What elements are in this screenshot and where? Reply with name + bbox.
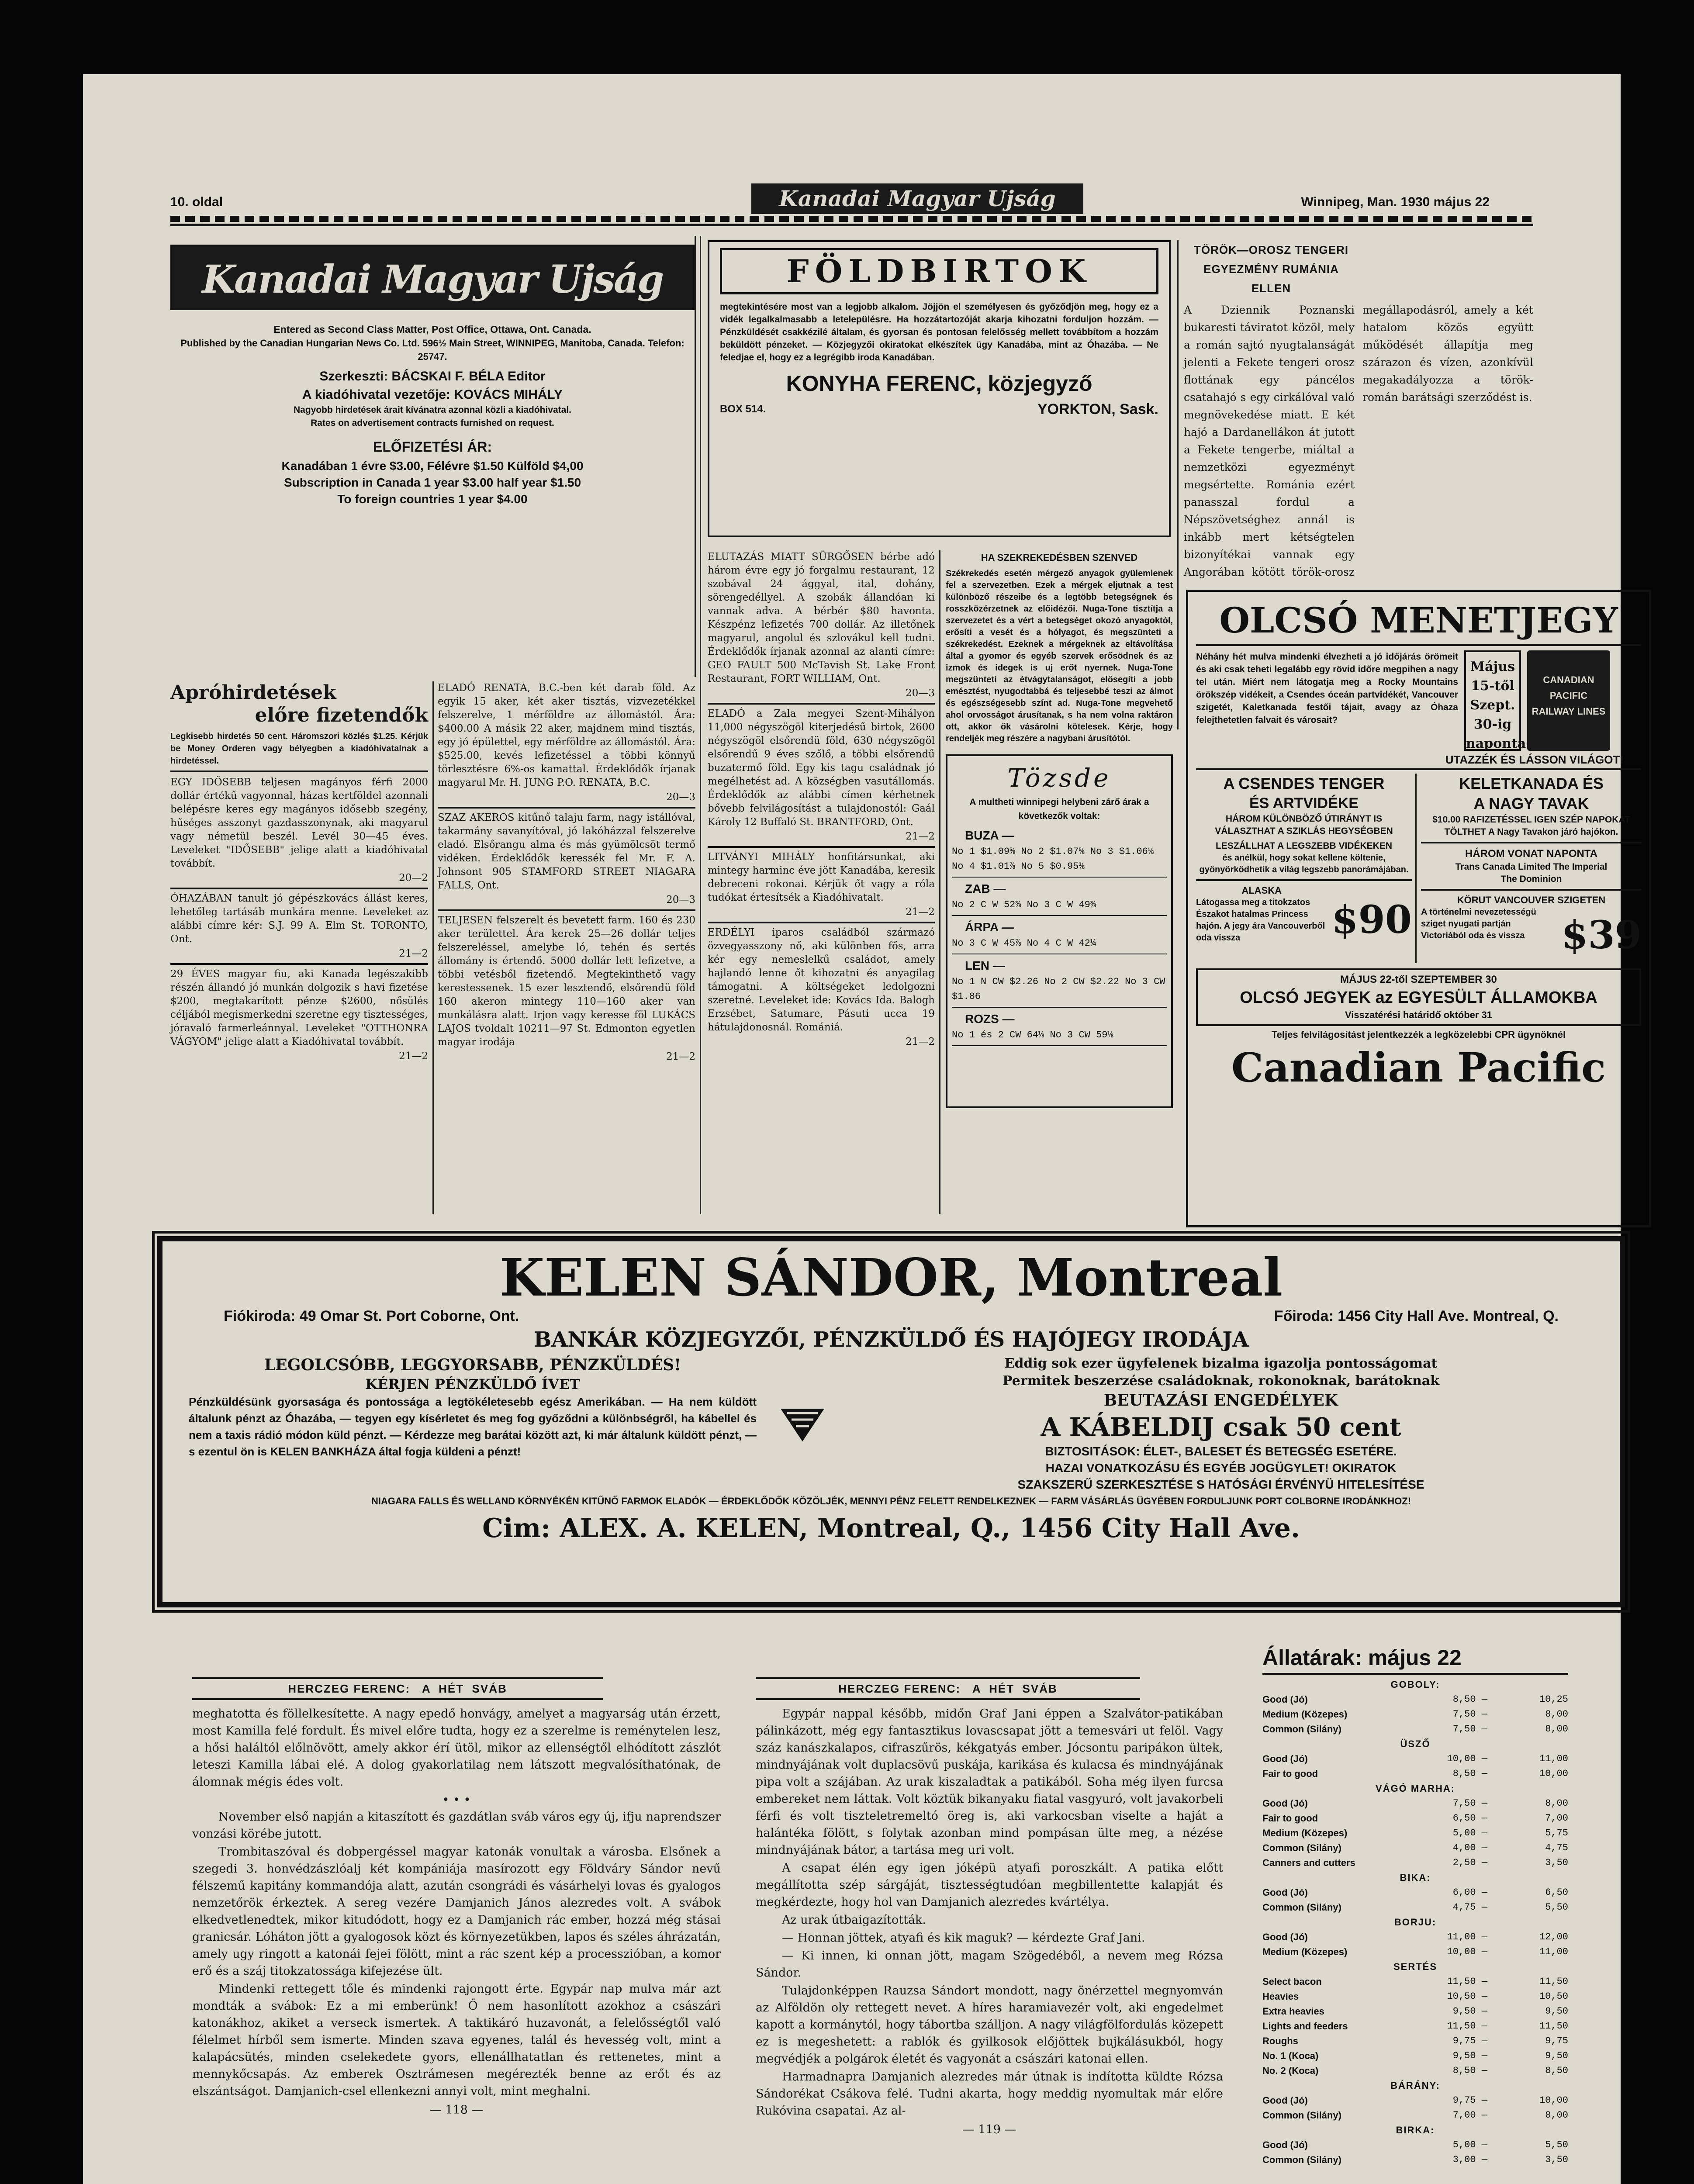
livestock-grade: Fair to good — [1262, 1768, 1318, 1779]
livestock-high: 11,00 — [1539, 1946, 1568, 1957]
story-head: HERCZEG FERENC: A HÉT SVÁB — [192, 1677, 603, 1700]
livestock-low: 2,50 — — [1452, 1857, 1487, 1868]
szenved-title: HA SZEKREKEDÉSBEN SZENVED — [981, 552, 1138, 563]
livestock-low: 7,50 — — [1452, 1709, 1487, 1720]
pacific-text-3: és anélkül, hogy sokat kellene költenie, gyönyörködhetik a világ legszebb panorámájában. — [1199, 853, 1409, 874]
story-page-119 — [712, 1634, 1236, 2184]
date-box: Május 15-től Szept. 30-ig naponta — [1464, 650, 1521, 751]
divider — [1421, 889, 1642, 891]
story-paragraph: — Ki innen, ki onnan jött, magam Szögedéből, a nevem meg Rózsa Sándor. — [756, 1949, 1223, 1980]
livestock-low: 10,00 — — [1447, 1946, 1487, 1957]
kelen-right — [848, 1355, 1594, 1493]
kelen-title: KELEN SÁNDOR, Montreal — [499, 1247, 1283, 1308]
classified-ad: ÓHAZÁBAN tanult jó gépészkovács állást keres, lehetőleg tartásáb munkára menne. Leveleket az alábbi címre kér: S.J. 99 A. Elm St. TORONTO, Ont. — [170, 893, 428, 945]
livestock-grade: Lights and feeders — [1262, 2021, 1348, 2032]
livestock-low: 8,50 — — [1452, 1694, 1487, 1705]
alaska-title: ALASKA — [1241, 885, 1282, 896]
konyha-box: BOX 514. — [720, 403, 766, 415]
menetjegy-intro — [1196, 650, 1641, 751]
subscription-line-3: To foreign countries 1 year $4.00 — [337, 492, 528, 506]
classifieds-column — [170, 681, 428, 1214]
manager-line: A kiadóhivatal vezetője: KOVÁCS MIHÁLY — [302, 387, 563, 402]
livestock-low: 11,50 — — [1447, 2021, 1487, 2032]
east-text: $10.00 RAFIZETÉSSEL IGEN SZÉP NAPOKAT TÖLTHET A Nagy Tavakon járó hajókon. — [1432, 815, 1630, 837]
subscription-line-2: Subscription in Canada 1 year $3.00 half year $1.50 — [283, 476, 581, 489]
szenved-text: Székrekedés esetén mérgező anyagok gyülemlenek fel a szervezetben. Ezek a mérgek eljutnak a test különböző részeibe és a legtöbb betegségnek és rosszközérzetnek az előidézői. Nuga-Tone tisztítja a szervezetet és a vért a betegséget okozó anyagoktól, erősíti a vesét és a hólyagot, és megszünteti a székrekedést. Ezeknek a mérgeknek az eltávolítása által a gyomor és egyéb szervek erősödnek és az izmok és idegek is uj erőt nyernek. Nuga-Tone megszünteti az étvágytalanságot, elősegíti a jobb emésztést, nyugodtabbá és teljesebbé teszi az álmot és egészségesebb színt ad. Nuga-Tone megvehető ahol orvosságot árusítanak, s ha nem volna raktáron ott, akkor ők vásárolni kötelesek. Kérje, hogy rendeljék meg részére a nagybani árusítótól. — [946, 569, 1173, 743]
kelen-address: Cim: ALEX. A. KELEN, Montreal, Q., 1456 City Hall Ave. — [482, 1513, 1300, 1544]
livestock-row — [1262, 1885, 1568, 1900]
column-rule — [695, 236, 696, 677]
livestock-low: 5,00 — — [1452, 2139, 1487, 2150]
livestock-high: 5,75 — [1545, 1828, 1568, 1838]
livestock-grade: Common (Silány) — [1262, 1842, 1341, 1853]
published-line: Published by the Canadian Hungarian News Co. Ltd. 596½ Main Street, WINNIPEG, Manitoba, Canada. Telefon: 25747. — [180, 338, 685, 362]
story-head: HERCZEG FERENC: A HÉT SVÁB — [756, 1677, 1140, 1700]
col4 — [946, 550, 1173, 1214]
us-dates: MÁJUS 22-től SZEPTEMBER 30 — [1340, 974, 1497, 985]
us-return: Visszatérési határidő október 31 — [1345, 1009, 1493, 1020]
livestock-row — [1262, 1707, 1568, 1722]
kelen-legal: HAZAI VONATKOZÁSU ÉS EGYÉB JOGÜGYLET! OKIRATOK — [1045, 1461, 1397, 1475]
livestock-grade: Good (Jó) — [1262, 1932, 1308, 1942]
livestock-grade: Good (Jó) — [1262, 1694, 1308, 1705]
livestock-low: 11,50 — — [1447, 1976, 1487, 1987]
top-masthead: Kanadai Magyar Ujság — [751, 183, 1083, 214]
livestock-category: BIRKA: — [1396, 2125, 1435, 2136]
livestock-row — [1262, 1856, 1568, 1870]
story-paragraph: Tulajdonképpen Rauzsa Sándort mondott, nagy önérzettel megnyomván az Alföldön oly rettegett nevet. A híres haramiavezér volt, aki engedelmet kapott a kormánytól, hogy tábortba szálljon. A nagy világfölfordulás közepett ez is megeshetett: a rablók és gyilkosok előjöttek bujkálásukból, hogy megvédjék a polgárok életét és vagyonát a császári katonai ellen. — [756, 1984, 1223, 2066]
note-line: Nagyobb hirdetések árait kívánatra azonnal közli a kiadóhivatal. — [293, 405, 572, 415]
livestock-grade: Common (Silány) — [1262, 2110, 1341, 2121]
livestock-low: 7,00 — — [1452, 2110, 1487, 2121]
livestock-low: 9,75 — — [1452, 2095, 1487, 2106]
livestock-high: 11,00 — [1539, 1753, 1568, 1764]
divider — [708, 846, 935, 848]
livestock-low: 6,50 — — [1452, 1813, 1487, 1824]
masthead-title: Kanadai Magyar Ujság — [170, 245, 695, 310]
kelen-insurance: BIZTOSITÁSOK: ÉLET-, BALESET ÉS BETEGSÉG ESETÉRE. — [1045, 1444, 1397, 1458]
livestock-low: 7,50 — — [1452, 1724, 1487, 1735]
livestock-row — [1262, 1930, 1568, 1945]
livestock-row — [1262, 1752, 1568, 1766]
divider — [438, 909, 695, 911]
rates-line: Rates on advertisement contracts furnished on request. — [311, 418, 554, 428]
livestock-low: 4,00 — — [1452, 1842, 1487, 1853]
story-paragraph: Egypár nappal később, midőn Graf Jani éppen a Szalvátor-patikában pálinkázott, még egy fantasztikus lovascsapat jött a temesvári ut felöl. Vagy száz kanászkalapos, cifraszűrös, kékgatyás ember. Jócsontu paripákon ültek, mindnyájának volt duplacsövű puskája, karikása és kulacsa és mindnyájának pipa volt a szájában. Az urak kiszaladtak a patikából. Soha még ilyen furcsa embereket nem láttak. Volt köztük bikanyaku fiatal vasgyuró, volt javakorbeli férfi és volt tiszteletremeltó öreg is, aki varkocsban viselte a haját a halántéka fölött, s folytak azonban mind pompásan ülte meg, a nézése mindnyájának bátor, a tartása meg uri volt. — [756, 1707, 1223, 1857]
livestock-high: 5,50 — [1545, 1902, 1568, 1913]
ad-ref: 21—2 — [906, 906, 935, 918]
kelen-bank: BANKÁR KÖZJEGYZŐI, PÉNZKÜLDŐ ÉS HAJÓJEGY IRODÁJA — [533, 1327, 1249, 1352]
column-rule — [432, 681, 434, 1214]
separator-stars: • • • — [442, 1793, 471, 1807]
livestock-high: 6,50 — [1545, 1887, 1568, 1898]
pacific-text-2: LESZÁLLHAT A LEGSZEBB VIDÉKEKEN — [1215, 841, 1393, 851]
classifieds-title-2: előre fizetendők — [255, 704, 428, 726]
land-ad: ELADÓ RENATA, B.C.-ben két darab föld. Az egyik 15 aker, két aker tisztás, vizvezetékkel felszerelve, 1 mérföldre az állomástól. Ára: $400.00 A másik 22 aker, majdnem mind tisztás, egy jó épülettel, egy mérföldre az állomástól. Ára: $525.00, kevés lefizetéssel a többi könnyű törlesztésre 6%-os kamattal. Érdeklődők írjanak magyarul Mr. H. JUNG P.O. RENATA, B.C. — [438, 682, 695, 788]
newspaper-page — [83, 74, 1642, 2184]
divider — [1196, 879, 1412, 881]
classified-ad: 29 ÉVES magyar fiu, aki Kanada legészakibb részén állandó jó munkán dolgozik s havi fizetése $200, megtakarított pénze $2600, nősülés céljából megismerkedni szeretne egy tisztességes, jóravaló farmerleánnyal. Leveleket "OTTHONRA VÁGYOM" jelige alatt a Kiadóhivatal továbbít. — [170, 968, 428, 1047]
land-ad: SZAZ AKEROS kitűnő talaju farm, nagy istállóval, takarmány savanyítóval, jó lakóházzal felszerelve eladó. Elsőrangu alma és más gyümölcsöt termő vidéken. Érdeklődők keressék fel Mr. F. A. Johnsont 905 STAMFORD STREET NIAGARA FALLS, Ont. — [438, 812, 695, 891]
livestock-low: 4,75 — — [1452, 1902, 1487, 1913]
kelen-ask: KÉRJEN PÉNZKÜLDŐ ÍVET — [365, 1376, 580, 1393]
cpr-ad — [1186, 590, 1651, 1227]
konyha-address — [720, 401, 1158, 418]
korut-title: KÖRUT VANCOUVER SZIGETEN — [1457, 895, 1606, 905]
livestock-grade: Roughs — [1262, 2035, 1298, 2046]
grain-name: ÁRPA — — [965, 920, 1014, 934]
livestock-low: 5,00 — — [1452, 1828, 1487, 1838]
livestock-category: BORJU: — [1394, 1917, 1437, 1928]
livestock-grade: Good (Jó) — [1262, 1798, 1308, 1809]
livestock-list — [1262, 1677, 1568, 2167]
grain-prices: No 2 C W 52⅜ No 3 C W 49⅜ — [952, 899, 1096, 910]
torok-title: TÖRÖK—OROSZ TENGERI EGYEZMÉNY RUMÁNIA ELLEN — [1193, 243, 1349, 295]
livestock-row — [1262, 1841, 1568, 1856]
livestock-high: 8,50 — [1545, 2065, 1568, 2076]
livestock-grade: Common (Silány) — [1262, 1902, 1341, 1913]
ornament-icon — [778, 1404, 826, 1444]
pacific-title-1: A CSENDES TENGER — [1223, 774, 1385, 792]
livestock-high: 3,50 — [1545, 1857, 1568, 1868]
livestock-high: 3,50 — [1545, 2154, 1568, 2165]
livestock-grade: Medium (Közepes) — [1262, 1709, 1348, 1720]
story-paragraph: meghatotta és föllelkesítette. A nagy epedő honvágy, amelyet a magyarság után érzett, most Kamilla felé fordult. És mivel előre tudta, hogy ez a szerelme is reménytelen lesz, a hősi haláltól előlnövött, amely akkor érí ütöl, mikor az ellenségtől elhódított zászlót leteszi Kamilla lábai elé. A dolog gyakorlatilag nem látszott megvalósíthatónak, de álomnak mégis édes volt. — [192, 1707, 721, 1789]
korut-offer — [1421, 906, 1642, 963]
livestock-low: 8,50 — — [1452, 2065, 1487, 2076]
livestock-high: 9,50 — [1545, 2006, 1568, 2017]
story-text — [712, 1705, 1236, 2138]
column-rule — [1177, 240, 1179, 729]
column-rule — [700, 236, 701, 1214]
kelen-cable: A KÁBELDIJ csak 50 cent — [1041, 1412, 1401, 1442]
grain-name: BUZA — — [965, 829, 1014, 842]
story-paragraph: November első napján a kitaszított és gazdátlan sváb város egy új, ifju naprendszer vonzási körébe jutott. — [192, 1810, 721, 1841]
trains-title: HÁROM VONAT NAPONTA — [1465, 848, 1598, 860]
livestock-row — [1262, 2004, 1568, 2019]
story-paragraph: A csapat élén egy igen jóképü atyafi poroszkált. A patika előtt megállította szép sárgáját, tisztességtudóan megbillentette kalapját és megkérdezte, hogy hol van Damjanich alezredes kvártélya. — [756, 1861, 1223, 1909]
kelen-trust: Eddig sok ezer ügyfelenek bizalma igazolja pontosságomat — [1004, 1356, 1438, 1371]
livestock-row — [1262, 2019, 1568, 2034]
east-title-2: A NAGY TAVAK — [1473, 795, 1589, 812]
livestock-high: 10,25 — [1539, 1694, 1568, 1705]
header-rule — [170, 214, 1533, 229]
livestock-grade: Extra heavies — [1262, 2006, 1324, 2017]
livestock-row — [1262, 2108, 1568, 2123]
foldbirtok-title: FÖLDBIRTOK — [720, 248, 1158, 294]
divider — [1196, 768, 1641, 770]
grain-prices: No 3 C W 45⅞ No 4 C W 42¼ — [952, 938, 1096, 949]
livestock-row — [1262, 1796, 1568, 1811]
livestock-grade: Medium (Közepes) — [1262, 1828, 1348, 1838]
divider — [170, 963, 428, 965]
kelen-permits: Permitek beszerzése családoknak, rokonoknak, barátoknak — [1002, 1373, 1439, 1389]
menetjegy-text: Néhány hét mulva mindenki élvezheti a jó időjárás örömeit és aki csak teheti legalább egy rövid időre megpihen a nagy tel után. Miért nem látogatja meg a Rocky Mountains örökszép vidékeit, a Csendes óceán partvidékét, Vancouver szigetét, Kaletkanada festői tájait, avagy az Óhaza felejthetetlen falvait és városait? — [1196, 652, 1458, 725]
subscription-line-1: Kanadában 1 évre $3.00, Félévre $1.50 Külföld $4,00 — [281, 459, 584, 473]
livestock-low: 11,00 — — [1447, 1932, 1487, 1942]
livestock-high: 8,00 — [1545, 2110, 1568, 2121]
kelen-main: Főiroda: 1456 City Hall Ave. Montreal, Q. — [1274, 1308, 1559, 1324]
editor-line: Szerkeszti: BÁCSKAI F. BÉLA Editor — [319, 369, 546, 384]
ad-ref: 20—2 — [399, 872, 428, 884]
korut-text: A történelmi nevezetességü sziget nyugati partján Victoriából oda és vissza — [1421, 907, 1536, 940]
tozsde-title: Tözsde — [1007, 763, 1111, 793]
torok-article — [1184, 240, 1533, 581]
east-title-1: KELETKANADA ÉS — [1459, 774, 1604, 792]
livestock-grade: Select bacon — [1262, 1976, 1322, 1987]
konyha-name: KONYHA FERENC, közjegyző — [786, 371, 1092, 396]
divider — [1421, 842, 1642, 843]
livestock-row — [1262, 1811, 1568, 1826]
ads-column-3 — [708, 550, 935, 1214]
story-page-number: — 118 — — [429, 2103, 484, 2117]
livestock-high: 10,00 — [1539, 1768, 1568, 1779]
livestock-row — [1262, 1722, 1568, 1737]
livestock-grade: No. 2 (Koca) — [1262, 2065, 1319, 2076]
livestock-grade: Good (Jó) — [1262, 2139, 1308, 2150]
cpr-offers — [1196, 774, 1641, 963]
kelen-left — [189, 1355, 757, 1493]
divider — [952, 1045, 1167, 1046]
story-paragraph: Az urak útbaigazították. — [782, 1913, 926, 1927]
menetjegy-title: OLCSÓ MENETJEGY — [1196, 596, 1641, 646]
grain-name: ROZS — — [965, 1012, 1015, 1026]
grain-prices: No 1 $1.09⅝ No 2 $1.07⅝ No 3 $1.06⅛ No 4 $1.01⅞ No 5 $0.95⅜ — [952, 846, 1154, 872]
livestock-high: 9,50 — [1545, 2050, 1568, 2061]
tozsde-box — [946, 754, 1173, 1108]
livestock-grade: Good (Jó) — [1262, 2095, 1308, 2106]
livestock-low: 7,50 — — [1452, 1798, 1487, 1809]
issue-date: Winnipeg, Man. 1930 május 22 — [1301, 195, 1490, 209]
page-number: 10. oldal — [170, 195, 223, 209]
livestock-row — [1262, 1945, 1568, 1959]
livestock-category: GOBOLY: — [1390, 1679, 1440, 1690]
classified-ad: ERDÉLYI iparos családból származó özvegyasszony nő, aki különben fős, arra kér egy nemeslelkű családot, amely hajlandó lenne őt kihozatni és anyagilag támogatni. A költségeket ledolgozni szeretné. Leveleket ide: Kovács Ida. Balogh Erzsébet, Satumare, Pásuti ucca 19 hátulajdonosnál. Romániá. — [708, 927, 935, 1033]
livestock-grade: Common (Silány) — [1262, 2154, 1341, 2165]
livestock-low: 10,50 — — [1447, 1991, 1487, 2002]
classified-ad: ELUTAZÁS MIATT SÜRGŐSEN bérbe adó három évre egy jó forgalmu restaurant, 12 szobával 24 ággyal, ital, dohány, sörengedéllyel. A szobák állandóan ki vannak adva. A bérbér $80 havonta. Készpénz lefizetés 700 dollár. Az illetőnek magyarul, angolul és szlovákul kell tudni. Érdeklődők írjanak azonnal az alanti címre: GEO FAULT 500 McTavish St. Lake Front Restaurant, FORT WILLIAM, Ont. — [708, 551, 935, 684]
grain-name: LEN — — [965, 959, 1005, 972]
livestock-high: 9,75 — [1545, 2035, 1568, 2046]
livestock-row — [1262, 1826, 1568, 1841]
livestock-title: Állatárak: május 22 — [1262, 1645, 1462, 1670]
livestock-grade: Common (Silány) — [1262, 1724, 1341, 1735]
tozsde-subtitle: A multheti winnipegi helybeni zárő árak a következők voltak: — [969, 797, 1149, 821]
ad-ref: 21—2 — [399, 948, 428, 959]
livestock-high: 8,00 — [1545, 1724, 1568, 1735]
foldbirtok-text: megtekintésére most van a legjobb alkalom. Jöjjön el személyesen és győződjön meg, hogy ez a vidék legalkalmasabb a letelepülésre. Ha hozzátartozóját akarja kihozatni forduljon hozzám. — Pénzküldését csakkézilé általam, és gyorsan és pontosan felelősség mellett továbbítom a hozzám beküldött pénzeket. — Közjegyzői okiratokat elkészítek ügy Kanadába, mint az Óhazába. — Ne feledjae el, hogy ez a legrégibb iroda Kanadában. — [720, 302, 1158, 363]
kelen-entry: BEUTAZÁSI ENGEDÉLYEK — [1103, 1391, 1338, 1410]
story-paragraph: Harmadnapra Damjanich alezredes már útnak is indította küldte Rózsa Sándorékat Csákova felé. Tudni akarta, hogy meddig nyomultak már előre Rukóvina csapatai. Az al- — [756, 2070, 1223, 2118]
us-tickets-box — [1196, 968, 1641, 1026]
livestock-high: 10,50 — [1539, 1991, 1568, 2002]
divider — [952, 915, 1167, 916]
cpr-logo: CANADIAN PACIFIC RAILWAY LINES — [1527, 650, 1610, 751]
alaska-text: Látogassa meg a titokzatos Északot hatalmas Princess hajón. A jegy ára Vancouverből oda vissza — [1196, 898, 1325, 943]
masthead-box — [170, 236, 695, 677]
kelen-text: Pénzküldésünk gyorsasága és pontossága a legtökéletesebb egész Amerikában. — Ha nem küldött általunk pénzt az Óhazába, — tegyen egy kísérletet és meg fog győződni a különbségről, ha kábellel és nem a taxis rádió módon küld pénzt. — Kérdezze meg barátai között azt, ki már általunk küldött pénzt, — s ezentul ön is KELEN BANKHÁZA által fogja küldeni a pénzt! — [189, 1395, 757, 1458]
land-ad: TELJESEN felszerelt és bevetett farm. 160 és 230 aker területtel. Ára kerek 25—26 dollár teljes felszereléssel, amelybe ló, tehén és sertés állomány is értendő. 5000 dollár lett lefizetve, a többi vetésből fizetendő. Megtekinthető vagy kerestessenek. 15 ezer lesztendő, elsőrendü föld 160 akeron mintegy 110—160 aker van munkálásra alatt. Irjon vagy keresse föl LUKÁCS LAJOS tvoldalt 10211—97 St. Edmonton egyetlen magyar irodája — [438, 915, 695, 1048]
entered-line: Entered as Second Class Matter, Post Office, Ottawa, Ont. Canada. — [273, 324, 591, 335]
classified-ad: LITVÁNYI MIHÁLY honfitársunkat, aki mintegy harminc éve jött Kanadába, keresik debreceni rokonai. Kérjük őt vagy a róla tudókat értesítsék a Kiadóhivatalt. — [708, 851, 935, 903]
classifieds-title-1: Apróhirdetések — [170, 681, 336, 704]
grain-prices: No 1 N CW $2.26 No 2 CW $2.22 No 3 CW $1.86 — [952, 976, 1165, 1002]
livestock-high: 4,75 — [1545, 1842, 1568, 1853]
livestock-high: 11,50 — [1539, 1976, 1568, 1987]
livestock-row — [1262, 1766, 1568, 1781]
divider — [952, 877, 1167, 878]
kelen-cheapest: LEGOLCSÓBB, LEGGYORSABB, PÉNZKÜLDÉS! — [264, 1356, 681, 1374]
livestock-high: 5,50 — [1545, 2139, 1568, 2150]
livestock-high: 7,00 — [1545, 1813, 1568, 1824]
livestock-grade: Good (Jó) — [1262, 1753, 1308, 1764]
livestock-category: BIKA: — [1400, 1872, 1431, 1883]
east-offer — [1421, 774, 1642, 963]
divider — [708, 703, 935, 705]
story-page-number: — 119 — — [962, 2123, 1016, 2136]
story-paragraph: — Honnan jöttek, atyafi és kik maguk? — kérdezte Graf Jani. — [782, 1931, 1145, 1945]
grain-list — [947, 823, 1171, 1052]
livestock-low: 10,00 — — [1447, 1753, 1487, 1764]
livestock-category: BÁRÁNY: — [1390, 2080, 1440, 2091]
livestock-row — [1262, 1692, 1568, 1707]
ad-ref: 21—2 — [906, 831, 935, 842]
ad-ref: 20—3 — [666, 894, 695, 905]
livestock-high: 10,00 — [1539, 2095, 1568, 2106]
subscription-title: ELŐFIZETÉSI ÁR: — [373, 439, 492, 455]
alaska-offer — [1196, 885, 1412, 954]
livestock-high: 8,00 — [1545, 1798, 1568, 1809]
livestock-low: 9,75 — — [1452, 2035, 1487, 2046]
ad-ref: 20—3 — [666, 791, 695, 803]
cpr-info: Teljes felvilágosítást jelentkezzék a legközelebbi CPR ügynöknél — [1271, 1029, 1566, 1040]
livestock-row — [1262, 1989, 1568, 2004]
classifieds-intro: Legkisebb hirdetés 50 cent. Háromszori közlés $1.25. Kérjük be Money Orderen vagy bélyegben a kiadóhivatalnak a hirdetéssel. — [170, 732, 428, 766]
divider — [708, 922, 935, 923]
menetjegy-cta: UTAZZÉK ÉS LÁSSON VILÁGOT! — [1445, 753, 1624, 766]
trains-list: Trans Canada Limited The Imperial The Dominion — [1455, 862, 1608, 884]
grain-name: ZAB — — [965, 882, 1006, 895]
livestock-prices — [1262, 1642, 1568, 2184]
livestock-category: ÜSZŐ — [1400, 1738, 1431, 1749]
ad-ref: 21—2 — [666, 1051, 695, 1062]
story-text — [144, 1705, 738, 2118]
kelen-ad — [157, 1236, 1625, 1607]
divider — [170, 771, 428, 772]
divider — [952, 1007, 1167, 1008]
kelen-body — [189, 1355, 1594, 1493]
ad-ref: 20—3 — [906, 688, 935, 699]
column-rule — [939, 550, 940, 1214]
kelen-offices — [189, 1306, 1594, 1326]
kelen-notary: SZAKSZERŰ SZERKESZTÉSE S HATÓSÁGI ÉRVÉNYÜ HITELESÍTÉSE — [1017, 1478, 1424, 1491]
livestock-low: 9,50 — — [1452, 2050, 1487, 2061]
livestock-grade: Heavies — [1262, 1991, 1299, 2002]
alaska-copy — [1196, 885, 1327, 954]
livestock-row — [1262, 2153, 1568, 2167]
livestock-row — [1262, 1974, 1568, 1989]
land-ads-column — [438, 681, 695, 1214]
livestock-grade: No. 1 (Koca) — [1262, 2050, 1319, 2061]
livestock-row — [1262, 2138, 1568, 2153]
ad-ref: 21—2 — [399, 1051, 428, 1062]
livestock-row — [1262, 1900, 1568, 1915]
pacific-title-2: ÉS ARTVIDÉKE — [1249, 795, 1359, 812]
konyha-city: YORKTON, Sask. — [1037, 401, 1158, 418]
korut-price: $39 — [1561, 912, 1642, 957]
livestock-category: VÁGÓ MARHA: — [1375, 1783, 1455, 1794]
grain-prices: No 1 és 2 CW 64⅛ No 3 CW 59⅛ — [952, 1030, 1113, 1040]
livestock-grade: Canners and cutters — [1262, 1857, 1355, 1868]
divider — [438, 807, 695, 809]
pacific-text: HÁROM KÜLÖNBÖZŐ ÚTIRÁNYT IS VÁLASZTHAT A SZIKLÁS HEGYSÉGBEN — [1215, 814, 1393, 836]
story-paragraph: Trombitaszóval és dobpergéssel magyar katonák vonultak a városba. Elsőnek a szegedi 3. honvédzászlóalj két kompániája masírozott egy Földváry Sándor nevű félszemű kapitány kommandója alatt, azután csongrádi és vásárhelyi lovas és gyalogos nemzetőrök érkeztek. A sereg vezére Damjanich János alezredes volt. A svábok elkedvetlenedtek, mikor kitudódott, hogy ez a Damjanich rác ember, hozzá még stásai granicsár. Lóháton jött a gyalogosok közt és környezetükben, lapos és széles áhrázatán, amely ugy ringott a katonái fejei fölött, mint a rác szent kép a processzióban, a komor erő és a száj titokzatossága kifejezése ült. — [192, 1845, 721, 1978]
livestock-high: 11,50 — [1539, 2021, 1568, 2032]
classified-ad: EGY IDŐSEBB teljesen magányos férfi 2000 dollár értékű vagyonnal, házas kertföldel azonnali belépésre keres egy magányos idősebb szegény, hűséges asszonyt gazdasszonynak, aki magyarul vagy németül beszél. Levél 30—45 éves. Leveleket "IDŐSEBB" jelige alatt a kiadóhivatal továbbít. — [170, 777, 428, 869]
story-paragraph: Mindenki rettegett tőle és mindenki rajongott érte. Egypár nap mulva már azt mondták a svábok: Ez a mi emberünk! Ő nem hasonlított azokhoz a császári katonákhoz, akiket a verseck ismertek. A taktikáró huzavonát, a felelősségtől való félelmet hírből sem ismerte. Minden szava egyenes, talál és hevesség volt, mint a kalapácsütés, minden cselekedete gyors, ellenállhatatlan és rettenetes, mint a mennykőcsapás. Az emberek Osztrámesen megérezték benne az erőt és az elszántságot. Damjanich-csel ellenkezni annyi volt, mint meghalni. — [192, 1982, 721, 2098]
livestock-high: 8,00 — [1545, 1709, 1568, 1720]
livestock-row — [1262, 2063, 1568, 2078]
livestock-row — [1262, 2093, 1568, 2108]
cpr-brand: Canadian Pacific — [1231, 1044, 1606, 1091]
divider — [170, 888, 428, 889]
livestock-row — [1262, 2049, 1568, 2063]
divider — [1262, 1673, 1568, 1675]
foldbirtok-ad — [708, 240, 1171, 537]
ad-ref: 21—2 — [906, 1036, 935, 1047]
livestock-high: 12,00 — [1539, 1932, 1568, 1942]
livestock-grade: Medium (Közepes) — [1262, 1946, 1348, 1957]
livestock-low: 9,50 — — [1452, 2006, 1487, 2017]
kelen-farms: NIAGARA FALLS ÉS WELLAND KÖRNYÉKÉN KITŰNŐ FARMOK ELADÓK — ÉRDEKLŐDŐK KÖZÖLJÉK, MENNYI PÉNZ FELETT RENDELKEZNEK — FARM VÁSÁRLÁS ÜGYÉBEN FORDULJUNK PORT COLBORNE IRODÁNKHOZ! — [371, 1496, 1411, 1507]
story-page-118 — [144, 1634, 738, 2184]
kelen-ornament — [770, 1355, 835, 1493]
kelen-branch: Fiókiroda: 49 Omar St. Port Coborne, Ont. — [224, 1308, 519, 1324]
classified-ad: ELADÓ a Zala megyei Szent-Mihályon 11,000 négyszögöl kiterjedésű birtok, 2600 négyszögöl elsőrendü föld, 630 négyszögöl elsőrendű 9 éves szőlő, a többi elsőrendű buzatermő föld. Egy kis tagu családnak jó megélhetést ad. A községben vasutállomás. Érdeklődők az alábbi címen kérhetnek bővebb felvilágosítást a tulajdonostól: Gaál Károly 12 Buffaló St. BRANTFORD, Ont. — [708, 708, 935, 828]
torok-text: A Dziennik Poznanski bukaresti táviratot közöl, mely a román sajtó nyugtalanságát jelenti a Fekete tengeri orosz flottának egy páncélos csatahajó s egy cirkálóval való megnövekedése miatt. E két hajó a Dardanellákon át jutott a Fekete tengerbe, miáltal a nemzetközi egyezményt megsértette. Románia ezért panasszal fordul a Népszövetséghez annál is inkább mert kétségtelen bizonyítékai vannak egy Angorában kötött török-orosz megállapodásról, amely a két hatalom közös együtt működését állapítja meg szárazon és vízen, azonkívül megakadályozza a török-román barátsági szerződést is. — [1184, 304, 1533, 578]
alaska-price: $90 — [1331, 897, 1412, 942]
livestock-low: 3,00 — — [1452, 2154, 1487, 2165]
livestock-low: 6,00 — — [1452, 1887, 1487, 1898]
livestock-row — [1262, 2034, 1568, 2049]
livestock-grade: Good (Jó) — [1262, 1887, 1308, 1898]
livestock-category: SERTÉS — [1393, 1961, 1438, 1972]
livestock-low: 8,50 — — [1452, 1768, 1487, 1779]
pacific-offer — [1196, 774, 1417, 963]
us-tickets: OLCSÓ JEGYEK az EGYESÜLT ÁLLAMOKBA — [1240, 988, 1597, 1007]
livestock-grade: Fair to good — [1262, 1813, 1318, 1824]
